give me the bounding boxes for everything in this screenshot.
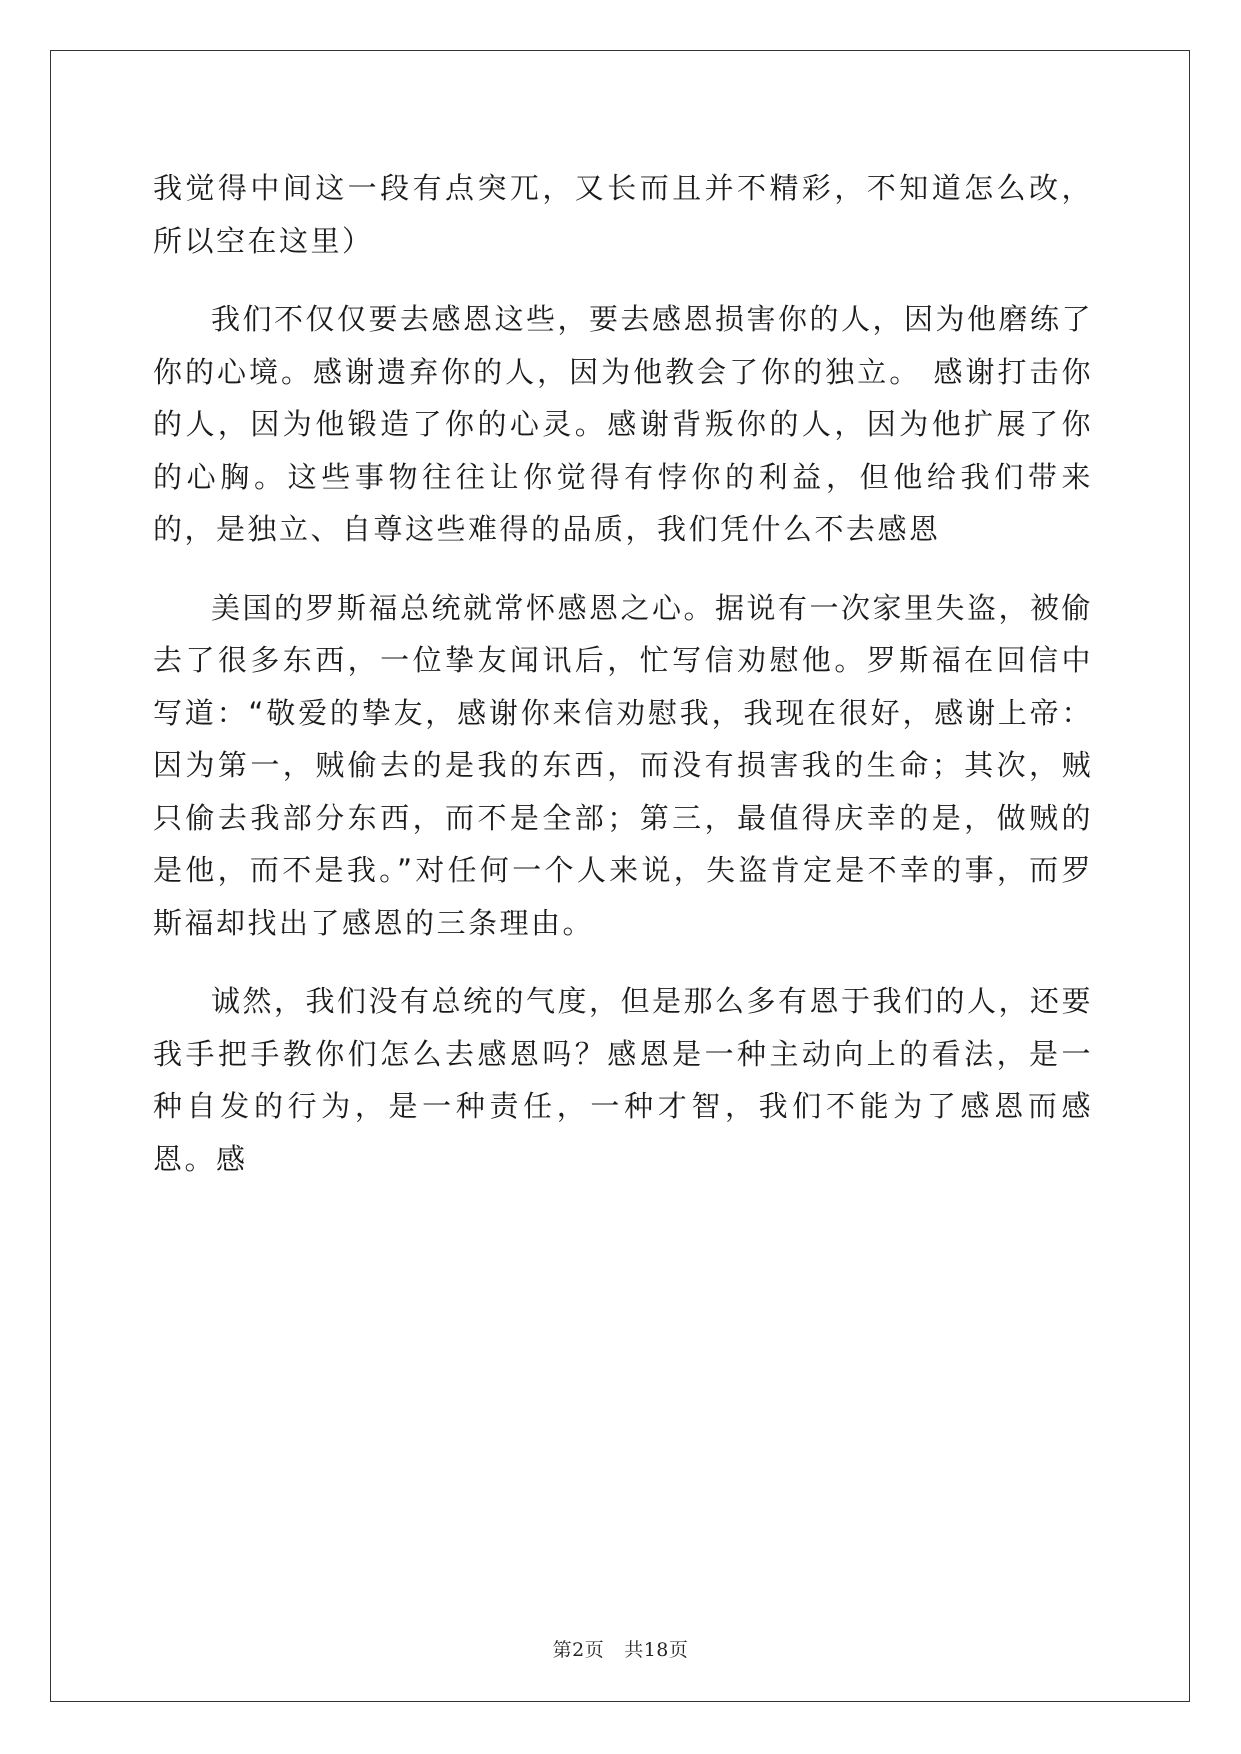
- document-body: [153, 162, 1093, 1185]
- paragraph-2: 我们不仅仅要去感恩这些，要去感恩损害你的人，因为他磨练了你的心境。感谢遗弃你的人，因为他教会了你的独立。 感谢打击你的人，因为他锻造了你的心灵。感谢背叛你的人，因为他扩展了你的心胸。这些事物往往让你觉得有悖你的利益，但他给我们带来的，是独立、自尊这些难得的品质，我们凭什么不去感恩: [153, 302, 1094, 546]
- paragraph-1: 我觉得中间这一段有点突兀，又长而且并不精彩，不知道怎么改，所以空在这里）: [153, 171, 1093, 258]
- paragraph-4: 诚然，我们没有总统的气度，但是那么多有恩于我们的人，还要我手把手教你们怎么去感恩吗？感恩是一种主动向上的看法，是一种自发的行为，是一种责任，一种才智，我们不能为了感恩而感恩。感: [153, 984, 1094, 1176]
- page-number: 第2页: [552, 1639, 605, 1661]
- paragraph-3: 美国的罗斯福总统就常怀感恩之心。据说有一次家里失盗，被偷去了很多东西，一位挚友闻讯后，忙写信劝慰他。罗斯福在回信中写道：“敬爱的挚友，感谢你来信劝慰我，我现在很好，感谢上帝：因为第一，贼偷去的是我的东西，而没有损害我的生命；其次，贼只偷去我部分东西，而不是全部；第三，最值得庆幸的是，做贼的是他，而不是我。”对任何一个人来说，失盗肯定是不幸的事，而罗斯福却找出了感恩的三条理由。: [153, 590, 1094, 940]
- page-total: 共18页: [624, 1639, 689, 1661]
- page-footer: [0, 1635, 1241, 1662]
